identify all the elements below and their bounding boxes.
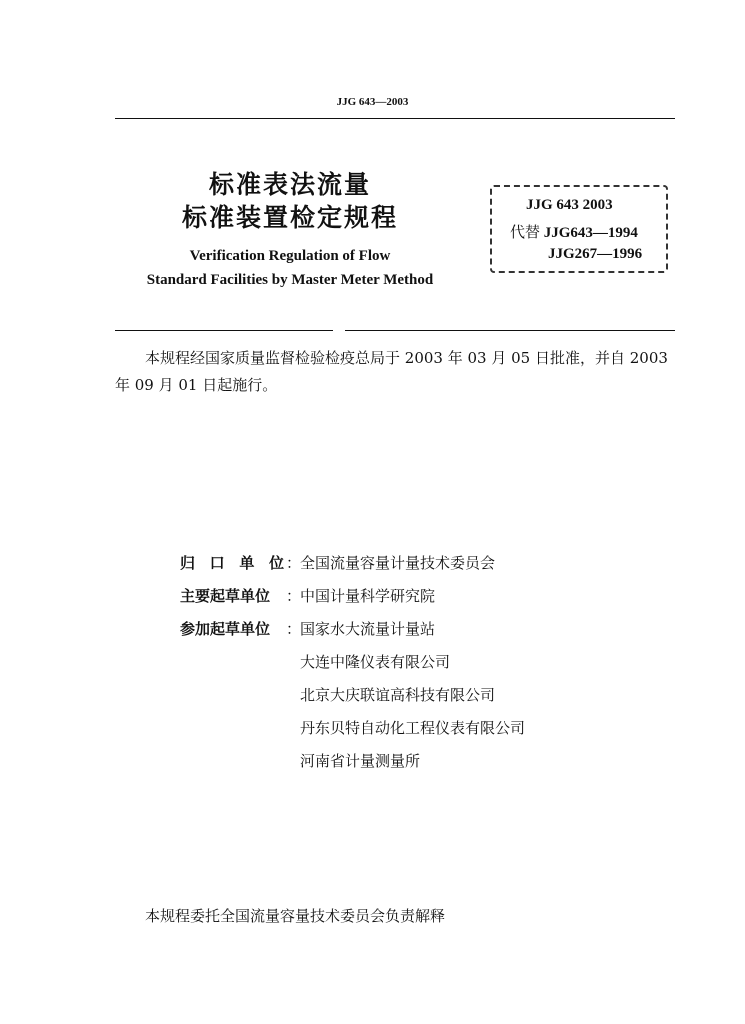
title-zh-line2: 标准装置检定规程	[181, 203, 398, 232]
participants-colon: ：	[286, 620, 302, 638]
participant-item: 北京大庆联谊高科技有限公司	[300, 686, 496, 704]
section-rule-right	[345, 330, 675, 331]
owner-label-char: 归	[180, 554, 196, 572]
main-drafter-colon: ：	[286, 587, 302, 605]
title-en-line2: Standard Facilities by Master Meter Method	[146, 272, 434, 288]
title-en-line1: Verification Regulation of Flow	[189, 248, 391, 264]
standard-code: JJG 643 2003	[526, 197, 613, 213]
replaced-standard-2: JJG267—1996	[548, 246, 643, 262]
standard-code-box	[490, 185, 668, 273]
replaced-standard-1: JJG643—1994	[543, 225, 638, 241]
owner-colon: ：	[286, 554, 302, 572]
participant-item: 国家水大流量计量站	[300, 620, 436, 638]
owner-label-char: 口	[209, 554, 225, 572]
header-rule	[115, 118, 675, 119]
owner-label-char: 单	[239, 554, 255, 572]
main-drafter-label: 主要起草单位	[180, 587, 271, 605]
participant-item: 大连中隆仪表有限公司	[300, 653, 451, 671]
owner-value: 全国流量容量计量技术委员会	[300, 554, 496, 572]
replaces-line	[510, 221, 638, 242]
approval-paragraph: 本规程经国家质量监督检验检疫总局于 2003 年 03 月 05 日批准，并自 2003 年 09 月 01 日起施行。	[115, 349, 668, 394]
section-rule-left	[115, 330, 333, 331]
participant-item: 丹东贝特自动化工程仪表有限公司	[300, 719, 526, 737]
header-code: JJG 643—2003	[336, 96, 409, 108]
participant-item: 河南省计量测量所	[300, 752, 421, 770]
main-drafter-value: 中国计量科学研究院	[300, 587, 436, 605]
owner-label-char: 位	[268, 554, 284, 572]
owner-label	[180, 552, 284, 573]
interpretation-note: 本规程委托全国流量容量技术委员会负责解释	[145, 907, 446, 925]
title-zh-line1: 标准表法流量	[208, 170, 371, 199]
replaces-prefix: 代替	[510, 223, 541, 241]
participants-label: 参加起草单位	[180, 620, 271, 638]
